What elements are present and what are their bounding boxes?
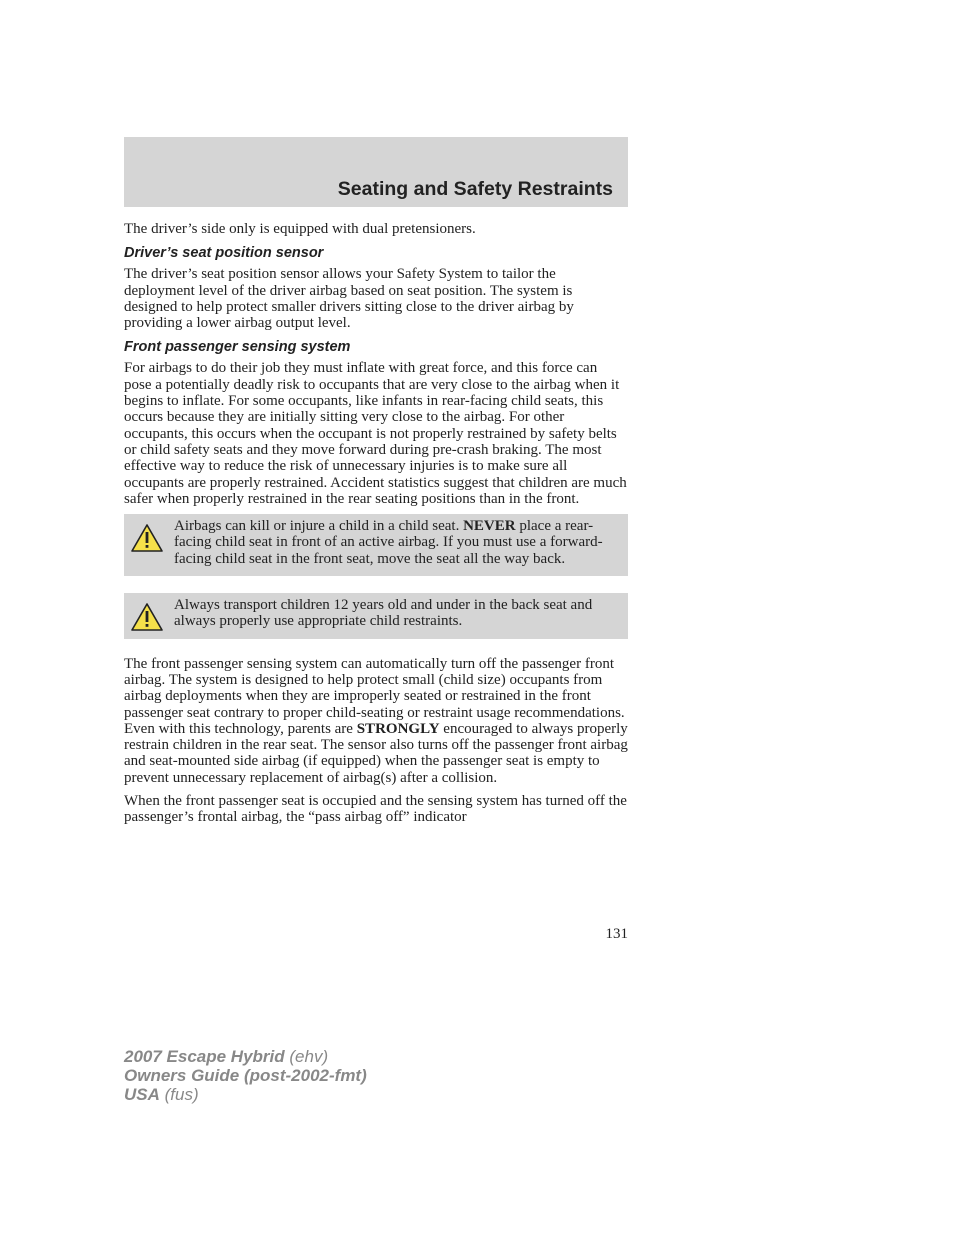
warning-text-part: Airbags can kill or injure a child in a child seat. <box>174 518 464 535</box>
footer-line-model <box>124 1047 367 1066</box>
warning-box-transport-children <box>124 593 628 639</box>
footer-line-market <box>124 1085 367 1104</box>
page-content <box>124 221 628 833</box>
paragraph-sensing-system <box>124 656 628 786</box>
warning-box-child-seat <box>124 514 628 576</box>
section-title: Seating and Safety Restraints <box>337 178 613 200</box>
paragraph-seat-position-sensor: The driver’s seat position sensor allows your Safety System to tailor the deployment level of the driver airbag based on seat position. The system is designed to help protect smaller drivers sitting close to the driver airbag by providing a lower airbag output level. <box>124 266 574 332</box>
warning-emphasis: NEVER <box>463 518 516 535</box>
footer-guide: Owners Guide (post-2002-fmt) <box>124 1066 367 1085</box>
subheading-seat-position-sensor: Driver’s seat position sensor <box>124 245 324 262</box>
warning-triangle-icon <box>130 602 164 632</box>
paragraph-emphasis: STRONGLY <box>356 720 440 737</box>
paragraph-text-part: The front passenger sensing system can automatically turn off the passenger front airbag. The system is designed to help protect small (child size) occupants from airbag deployments when they are improperly seated or restrained in the front passenger seat contrary to proper child-seating or restraint usage recommendations. Even with this technology, parents are <box>124 655 625 737</box>
section-header-band <box>124 137 628 207</box>
paragraph-pretensioners: The driver’s side only is equipped with dual pretensioners. <box>124 221 476 237</box>
page-number: 131 <box>605 926 628 942</box>
subheading-passenger-sensing: Front passenger sensing system <box>124 339 351 356</box>
warning-triangle-icon <box>130 523 164 553</box>
footer-line-guide <box>124 1066 367 1085</box>
paragraph-airbag-risk: For airbags to do their job they must inflate with great force, and this force can pose a potentially deadly risk to occupants that are very close to the airbag when it begins to inflate. For some occupants, like infants in rear-facing child seats, this occurs because they are initially sitting very close to the airbag. For other occupants, this occurs when the occupant is not properly restrained by safety belts or child safety seats and they move forward during pre-crash braking. The most effective way to reduce the risk of unnecessary injuries is to make sure all occupants are properly restrained. Accident statistics suggest that children are much safer when properly restrained in the rear seating positions than in the front. <box>124 360 627 507</box>
warning-text-part: place a rear-facing child seat in front of an active airbag. If you must use a forward-facing child seat in the front seat, move the seat all the way back. <box>174 518 603 567</box>
footer-market-code: (fus) <box>159 1085 199 1104</box>
footer-model-code: (ehv) <box>284 1047 329 1066</box>
warning-text: Always transport children 12 years old and under in the back seat and always properly use appropriate child restraints. <box>174 597 593 630</box>
footer-model: 2007 Escape Hybrid <box>124 1047 285 1066</box>
paragraph-pass-airbag-off: When the front passenger seat is occupied and the sensing system has turned off the passenger’s frontal airbag, the “pass airbag off” indicator <box>124 793 627 826</box>
paragraph-text-part: encouraged to always properly restrain children in the rear seat. The sensor also turns off the passenger front airbag and seat-mounted side airbag (if equipped) when the passenger seat is empty to prevent unnecessary replacement of airbag(s) after a collision. <box>124 720 628 786</box>
footer-market: USA <box>124 1085 160 1104</box>
document-footer <box>124 1047 367 1104</box>
